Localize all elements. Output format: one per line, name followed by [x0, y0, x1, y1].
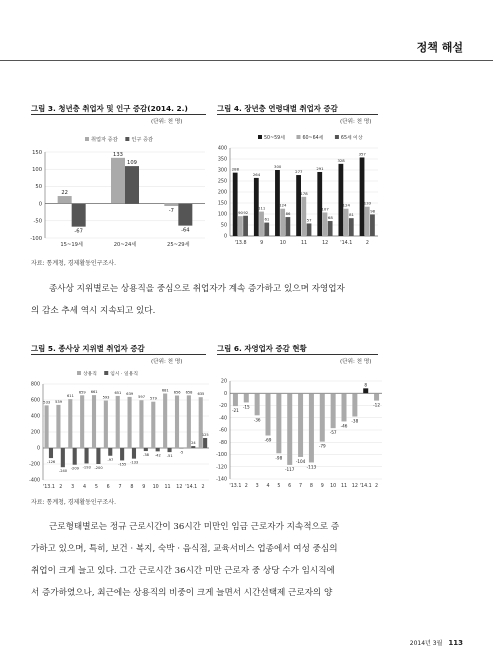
y-tick-label: -100	[30, 235, 42, 242]
data-label: 593	[102, 395, 110, 400]
y-tick-label: 600	[30, 398, 40, 404]
bar	[301, 197, 306, 236]
x-tick-label: '14.1	[359, 484, 372, 489]
data-label: 90	[238, 210, 243, 216]
bar	[58, 196, 72, 204]
bar	[264, 223, 269, 236]
x-tick-label: 12	[351, 484, 358, 489]
bar	[323, 212, 328, 236]
y-tick-label: 200	[217, 190, 227, 196]
data-label: 328	[337, 157, 345, 163]
data-label: 125	[201, 433, 209, 437]
data-label: -21	[232, 408, 239, 414]
legend-label: 임시 · 일용직	[110, 372, 138, 377]
legend-swatch	[125, 137, 129, 141]
bar	[132, 448, 136, 459]
bar	[120, 448, 124, 460]
fig5-rule	[31, 354, 206, 355]
data-label: 124	[279, 202, 287, 208]
paragraph-line: 종사상 지위별로는 상용직을 중심으로 취업자가 계속 증가하고 있으며 자영업자	[49, 284, 345, 294]
legend-swatch	[296, 135, 300, 139]
x-tick-label: 11	[164, 485, 171, 490]
section-title: 정책 해설	[416, 41, 463, 54]
fig6-rule	[217, 354, 378, 355]
data-label: 81	[349, 212, 354, 218]
bar	[287, 393, 292, 465]
bar	[363, 388, 368, 393]
bar	[144, 448, 148, 451]
bar	[104, 401, 108, 448]
x-tick-label: 2	[365, 241, 369, 246]
bar	[328, 221, 333, 236]
y-tick-label: 0	[223, 391, 227, 397]
fig4-chart	[208, 128, 383, 250]
data-label: 264	[252, 171, 261, 177]
paragraph-line: 근로형태별로는 정규 근로시간이 36시간 미만인 임금 근로자가 지속적으로 증	[49, 522, 340, 532]
x-tick-label: 10	[279, 241, 286, 246]
x-tick-label: 4	[82, 485, 87, 490]
bar	[68, 399, 72, 448]
x-tick-label: 6	[106, 485, 110, 490]
legend-swatch	[104, 371, 108, 375]
y-tick-label: 400	[217, 146, 227, 152]
data-label: -98	[275, 455, 283, 461]
legend-label: 취업자 증감	[91, 137, 118, 143]
bar	[266, 393, 271, 435]
data-label: 659	[78, 390, 86, 395]
data-label: 86	[285, 211, 291, 217]
bar	[80, 395, 84, 448]
body-paragraph-2	[31, 516, 461, 604]
bar	[342, 393, 347, 421]
bar	[244, 393, 249, 402]
y-tick-label: 150	[217, 201, 227, 207]
legend-swatch	[335, 135, 339, 139]
data-label: 24	[191, 441, 196, 446]
bar	[92, 395, 96, 448]
data-label: -117	[284, 466, 295, 472]
bar	[243, 216, 248, 236]
bar	[285, 217, 290, 236]
bar	[111, 158, 125, 204]
fig5-chart	[25, 368, 213, 493]
y-tick-label: 0	[38, 201, 42, 208]
bar	[45, 405, 49, 448]
legend-label: 상용직	[83, 372, 97, 377]
bar	[317, 172, 322, 236]
x-tick-label: 9	[260, 241, 264, 246]
bar	[139, 400, 143, 448]
y-tick-label: 0	[223, 234, 227, 240]
y-tick-label: 20	[220, 379, 227, 385]
bar	[191, 446, 195, 448]
legend-label: 60~64세	[302, 136, 324, 141]
fig6-title: 그림 6. 자영업자 증감 현황	[217, 344, 307, 353]
fig4-title: 그림 4. 장년층 연령대별 취업자 증감	[217, 104, 338, 113]
bar	[276, 393, 281, 453]
bar	[338, 164, 343, 236]
y-tick-label: -40	[219, 416, 227, 422]
paragraph-line: 가하고 있으며, 특히, 보건 · 복지, 숙박 · 음식점, 교육서비스 업종에서 여성 중심의	[31, 544, 338, 554]
data-label: -46	[340, 423, 348, 429]
data-label: 651	[114, 390, 122, 395]
x-tick-label: 3	[255, 484, 259, 489]
data-label: 579	[150, 396, 157, 401]
y-tick-label: 0	[36, 446, 40, 452]
fig3-title: 그림 3. 청년층 취업자 및 인구 증감(2014. 2.)	[31, 104, 188, 113]
data-label: 277	[295, 169, 303, 175]
y-tick-label: -200	[29, 462, 40, 468]
fig6-chart	[210, 375, 385, 493]
data-label: -69	[264, 437, 272, 443]
bar	[61, 448, 65, 467]
data-label: -104	[295, 458, 306, 464]
y-tick-label: -60	[219, 428, 227, 434]
x-tick-label: 12	[176, 485, 183, 490]
x-tick-label: 5	[277, 484, 281, 489]
y-tick-label: 350	[217, 157, 227, 163]
x-tick-label: 4	[266, 484, 270, 489]
bar	[344, 209, 349, 236]
data-label: 656	[173, 390, 181, 395]
legend-swatch	[258, 135, 262, 139]
data-label: 357	[358, 151, 366, 157]
y-tick-label: 100	[32, 167, 42, 174]
data-label: 288	[231, 166, 239, 172]
header-rule	[0, 60, 493, 61]
fig3-chart	[25, 128, 208, 250]
bar	[233, 173, 238, 236]
x-tick-label: 8	[309, 484, 313, 489]
data-label: 111	[258, 205, 266, 211]
data-label: 681	[161, 388, 169, 393]
y-tick-label: 50	[35, 184, 42, 191]
bar	[320, 393, 325, 441]
legend-label: 65세 이상	[340, 136, 363, 141]
bar	[309, 393, 314, 462]
bar	[73, 448, 77, 465]
paragraph-line: 취업이 크게 늘고 있다. 그간 근로시간 36시간 미만 근로자 중 상당 수가 임시직에	[31, 566, 335, 576]
issue-date: 2014년 3월	[409, 640, 443, 647]
data-label: 22	[61, 190, 68, 197]
bar	[365, 207, 370, 236]
bar	[125, 166, 139, 203]
data-label: 133	[363, 200, 372, 206]
data-label: -209	[70, 466, 79, 471]
x-tick-label: '13.8	[234, 241, 247, 246]
x-tick-label: '14.1	[340, 241, 353, 246]
x-tick-label: 2	[244, 484, 248, 489]
data-label: -57	[329, 430, 337, 436]
bar	[96, 448, 100, 464]
data-label: 611	[67, 394, 74, 399]
legend-label: 50~59세	[264, 136, 285, 141]
x-tick-label: 10	[330, 484, 337, 489]
data-label: 178	[300, 190, 308, 196]
x-tick-label: 11	[300, 241, 308, 246]
data-label: -42	[154, 453, 161, 458]
x-tick-label: 8	[130, 485, 134, 490]
bar	[49, 448, 53, 458]
y-tick-label: 800	[30, 382, 40, 388]
data-label: 635	[197, 392, 205, 397]
x-tick-label: 6	[288, 484, 292, 489]
data-label: 661	[90, 390, 98, 395]
y-tick-label: -400	[29, 478, 40, 484]
x-tick-label: 15~19세	[60, 242, 83, 248]
bar	[296, 175, 301, 236]
data-label: 658	[185, 390, 193, 395]
fig3-rule	[31, 114, 206, 115]
y-tick-label: -140	[216, 477, 227, 483]
legend-label: 인구 증감	[131, 137, 154, 143]
data-label: -193	[82, 465, 91, 470]
data-label: -36	[253, 417, 261, 423]
bar	[151, 402, 155, 448]
x-tick-label: 20~24세	[113, 242, 137, 248]
data-label: -97	[107, 457, 114, 462]
data-label: -240	[58, 469, 68, 474]
y-tick-label: 400	[30, 414, 40, 420]
bar	[298, 393, 303, 457]
bar	[163, 394, 167, 448]
data-label: -12	[373, 402, 380, 408]
bar	[199, 397, 203, 448]
data-label: 61	[264, 216, 270, 222]
y-tick-label: -20	[219, 404, 227, 410]
fig5-unit: (단위: 천 명)	[151, 359, 183, 365]
bar	[175, 396, 179, 448]
x-tick-label: '13.1	[42, 485, 55, 490]
y-tick-label: -100	[216, 453, 227, 459]
x-tick-label: 11	[340, 484, 348, 489]
bar	[203, 438, 207, 448]
bar	[370, 214, 375, 236]
x-tick-label: 9	[142, 485, 146, 490]
fig4-unit: (단위: 천 명)	[340, 119, 372, 125]
fig6-unit: (단위: 천 명)	[340, 359, 372, 365]
bar	[233, 393, 238, 406]
bar	[374, 393, 379, 400]
x-tick-label: 10	[152, 485, 159, 490]
fig5-title: 그림 5. 종사상 지위별 취업자 증감	[31, 344, 145, 353]
y-tick-label: -80	[219, 440, 227, 446]
y-tick-label: -50	[33, 218, 42, 225]
x-tick-label: 7	[299, 484, 303, 489]
data-label: 291	[316, 165, 324, 171]
y-tick-label: 50	[220, 223, 227, 229]
data-label: 98	[370, 208, 376, 214]
x-tick-label: 3	[71, 485, 75, 490]
data-label: 124	[342, 202, 350, 208]
data-label: -67	[74, 228, 83, 235]
fig3-unit: (단위: 천 명)	[151, 119, 183, 125]
data-label: 533	[43, 400, 51, 405]
data-label: -133	[130, 460, 139, 465]
data-label: 133	[113, 151, 123, 158]
data-label: -155	[118, 462, 127, 467]
data-label: -7	[168, 208, 174, 215]
data-label: 539	[55, 399, 63, 404]
bar	[108, 448, 112, 456]
data-label: 68	[327, 215, 333, 221]
source-note-bottom: 자료: 통계청, 경제활동인구조사.	[31, 499, 116, 506]
data-label: -113	[306, 464, 317, 470]
x-tick-label: 2	[59, 485, 63, 490]
bar	[280, 209, 285, 236]
data-label: -200	[94, 466, 103, 470]
bar	[168, 448, 172, 452]
bar	[349, 218, 354, 236]
bar	[164, 204, 178, 206]
y-tick-label: -120	[216, 465, 227, 471]
bar	[128, 397, 132, 448]
data-label: 107	[321, 206, 329, 212]
page-footer	[410, 638, 463, 647]
page-number: 113	[448, 639, 463, 647]
data-label: 57	[306, 217, 312, 223]
data-label: -126	[47, 460, 56, 465]
data-label: -64	[181, 227, 190, 234]
y-tick-label: 200	[30, 430, 40, 436]
x-tick-label: '13.1	[229, 484, 242, 489]
data-label: 8	[364, 382, 368, 388]
y-tick-label: 150	[32, 149, 42, 156]
bar	[116, 396, 120, 448]
bar	[331, 393, 336, 428]
bar	[156, 448, 160, 451]
data-label: -38	[351, 418, 359, 424]
x-tick-label: 5	[94, 485, 98, 490]
data-label: -51	[166, 454, 173, 459]
x-tick-label: 7	[118, 485, 122, 490]
paragraph-line: 의 감소 추세 역시 지속되고 있다.	[31, 306, 156, 316]
bar	[352, 393, 357, 416]
data-label: 92	[243, 209, 249, 215]
source-note-top: 자료: 통계청, 경제활동인구조사.	[31, 260, 116, 267]
data-label: -5	[179, 450, 184, 455]
bar	[178, 204, 192, 226]
bar	[85, 448, 89, 463]
bar	[72, 204, 86, 227]
bar	[56, 405, 60, 448]
data-label: 597	[138, 395, 146, 400]
x-tick-label: 9	[320, 484, 324, 489]
legend-swatch	[77, 371, 81, 375]
fig4-rule	[217, 114, 378, 115]
y-tick-label: 300	[217, 168, 227, 174]
x-tick-label: 2	[201, 485, 205, 490]
body-paragraph-1	[31, 278, 461, 322]
data-label: 639	[126, 391, 134, 396]
x-tick-label: 12	[322, 241, 329, 246]
y-tick-label: 250	[217, 179, 227, 185]
data-label: 109	[127, 160, 137, 167]
y-tick-label: 100	[217, 212, 227, 218]
bar	[255, 393, 260, 415]
data-label: -79	[318, 443, 326, 449]
data-label: 300	[274, 164, 282, 169]
data-label: -15	[242, 404, 250, 410]
bar	[238, 216, 243, 236]
paragraph-line: 서 증가하였으나, 최근에는 상용직의 비중이 크게 늘면서 시간선택제 근로자의 양	[31, 588, 333, 598]
data-label: -38	[143, 453, 149, 458]
bar	[307, 223, 312, 236]
bar	[259, 212, 264, 236]
legend-swatch	[85, 137, 89, 141]
x-tick-label: 25~29세	[167, 242, 190, 248]
bar	[360, 157, 365, 236]
x-tick-label: 2	[375, 484, 379, 489]
x-tick-label: '14.1	[185, 485, 198, 490]
